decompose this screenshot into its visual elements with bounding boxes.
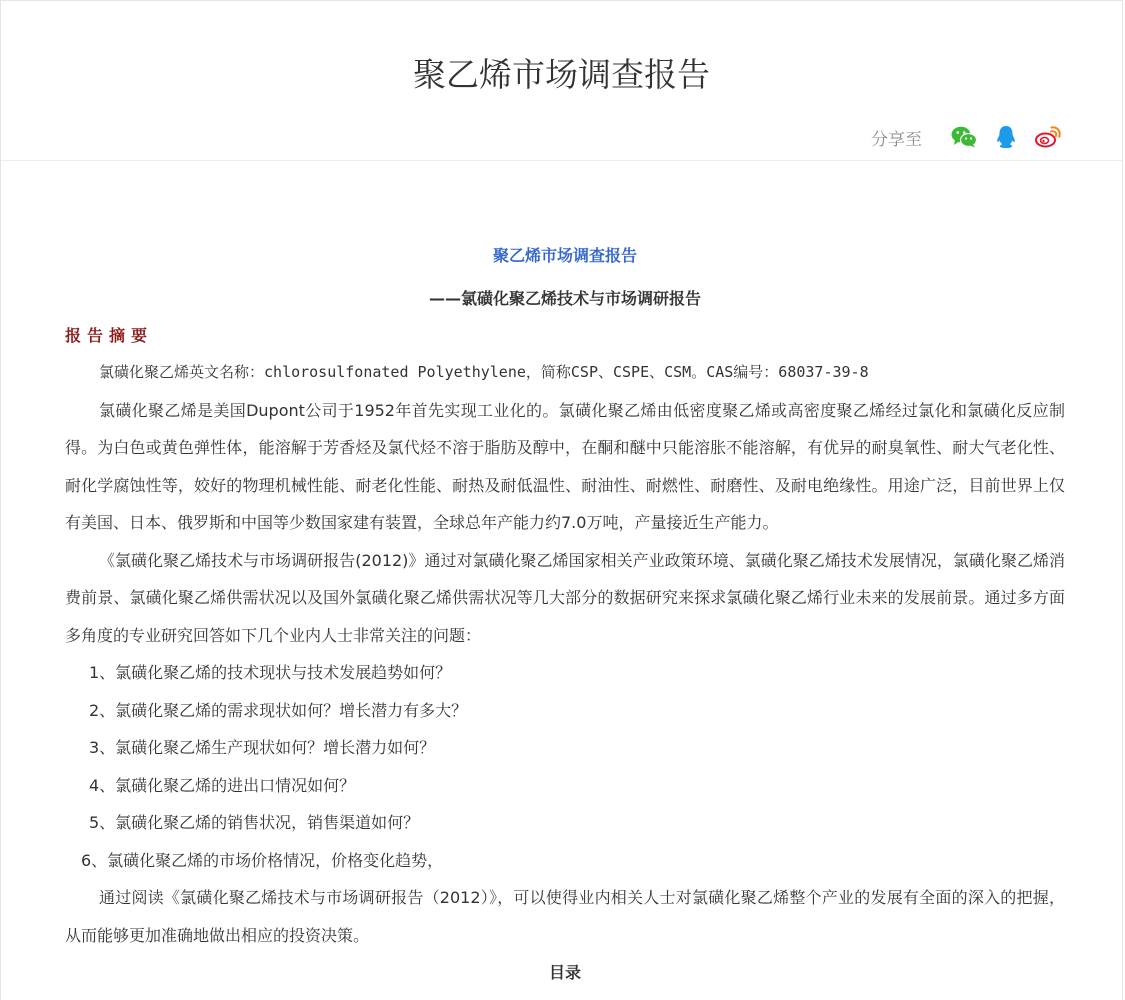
question-item: 5、氯磺化聚乙烯的销售状况，销售渠道如何？ [89, 813, 420, 832]
question-item: 4、氯磺化聚乙烯的进出口情况如何？ [89, 775, 356, 795]
question-item: 3、氯磺化聚乙烯生产现状如何？增长潜力如何？ [89, 738, 436, 757]
section-heading-contents: 目录 [548, 963, 581, 982]
question-item: 6、氯磺化聚乙烯的市场价格情况，价格变化趋势， [81, 850, 444, 870]
page-title: 聚乙烯市场调查报告 [413, 55, 710, 94]
article-content [65, 241, 1065, 992]
qq-icon [996, 125, 1016, 149]
share-wechat-button[interactable] [950, 123, 978, 151]
section-heading-summary: 报告摘要 [65, 326, 154, 345]
article-subtitle: ——氯磺化聚乙烯技术与市场调研报告 [428, 289, 701, 308]
paragraph-closing: 通过阅读《氯磺化聚乙烯技术与市场调研报告（2012）》，可以使得业内相关人士对氯磺化聚乙烯整个产业的发展有全面的深入的把握，从而能够更加准确地做出相应的投资决策。 [65, 888, 1065, 945]
paragraph-report-intro: 《氯磺化聚乙烯技术与市场调研报告(2012)》通过对氯磺化聚乙烯国家相关产业政策环境、氯磺化聚乙烯技术发展情况，氯磺化聚乙烯消费前景、氯磺化聚乙烯供需状况以及国外氯磺化聚乙烯供需状况等几大部分的数据研究来探求氯磺化聚乙烯行业未来的发展前景。通过多方面多角度的专业研究回答如下几个业内人士非常关注的问题： [65, 550, 1065, 645]
share-weibo-button[interactable] [1034, 123, 1062, 151]
article-title: 聚乙烯市场调查报告 [492, 246, 637, 265]
paragraph-description: 氯磺化聚乙烯是美国Dupont公司于1952年首先实现工业化的。氯磺化聚乙烯由低密度聚乙烯或高密度聚乙烯经过氯化和氯磺化反应制得。为白色或黄色弹性体，能溶解于芳香烃及氯代烃不溶于脂肪及醇中，在酮和醚中只能溶胀不能溶解，有优异的耐臭氧性、耐大气老化性、耐化学腐蚀性等，姣好的物理机械性能、耐老化性能、耐热及耐低温性、耐油性、耐燃性、耐磨性、及耐电绝缘性。用途广泛，目前世界上仅有美国、日本、俄罗斯和中国等少数国家建有装置，全球总年产能力约7.0万吨，产量接近生产能力。 [65, 400, 1065, 532]
question-item: 2、氯磺化聚乙烯的需求现状如何？增长潜力有多大？ [89, 700, 468, 720]
share-qq-button[interactable] [992, 123, 1020, 151]
question-item: 1、氯磺化聚乙烯的技术现状与技术发展趋势如何？ [89, 663, 452, 682]
weibo-icon [1035, 126, 1061, 148]
share-bar [871, 123, 1062, 151]
share-label: 分享至 [871, 129, 922, 150]
page-header [1, 1, 1122, 161]
wechat-icon [951, 126, 977, 148]
paragraph-english-name: 氯磺化聚乙烯英文名称：chlorosulfonated Polyethylene，简称CSP、CSPE、CSM。CAS编号：68037-39-8 [99, 363, 869, 381]
